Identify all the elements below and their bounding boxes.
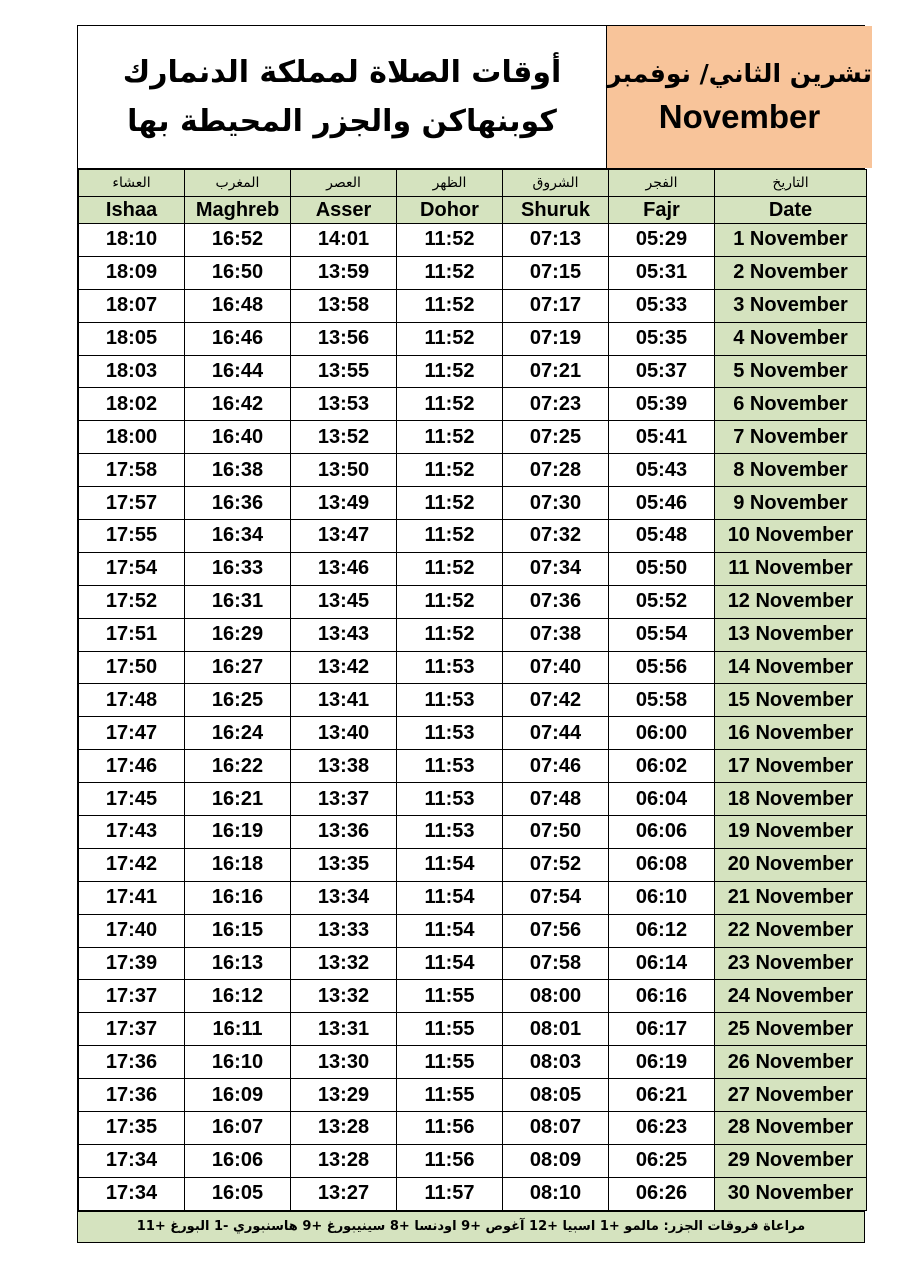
table-row: [79, 717, 867, 750]
time-cell: 13:43: [291, 618, 397, 651]
time-cell: 11:57: [397, 1177, 503, 1210]
table-row: [79, 355, 867, 388]
date-cell: 17 November: [715, 750, 867, 783]
time-cell: 11:52: [397, 256, 503, 289]
time-cell: 17:36: [79, 1079, 185, 1112]
time-cell: 13:35: [291, 848, 397, 881]
time-cell: 11:54: [397, 881, 503, 914]
time-cell: 05:33: [609, 289, 715, 322]
time-cell: 17:57: [79, 487, 185, 520]
month-arabic: تشرين الثاني/ نوفمبر: [607, 58, 872, 88]
time-cell: 17:52: [79, 585, 185, 618]
table-row: [79, 585, 867, 618]
time-cell: 17:43: [79, 816, 185, 849]
title-box: [78, 26, 607, 168]
date-cell: 4 November: [715, 322, 867, 355]
time-cell: 16:48: [185, 289, 291, 322]
time-cell: 06:25: [609, 1144, 715, 1177]
time-cell: 17:47: [79, 717, 185, 750]
time-cell: 07:25: [503, 421, 609, 454]
time-cell: 13:58: [291, 289, 397, 322]
column-header-english: Shuruk: [503, 197, 609, 224]
date-cell: 9 November: [715, 487, 867, 520]
time-cell: 17:42: [79, 848, 185, 881]
time-cell: 13:33: [291, 914, 397, 947]
table-row: [79, 1079, 867, 1112]
time-cell: 07:56: [503, 914, 609, 947]
time-cell: 16:40: [185, 421, 291, 454]
time-cell: 07:46: [503, 750, 609, 783]
time-cell: 17:46: [79, 750, 185, 783]
time-cell: 06:00: [609, 717, 715, 750]
time-cell: 17:34: [79, 1144, 185, 1177]
date-cell: 22 November: [715, 914, 867, 947]
time-cell: 11:53: [397, 651, 503, 684]
date-cell: 1 November: [715, 224, 867, 257]
table-row: [79, 881, 867, 914]
time-cell: 11:52: [397, 421, 503, 454]
time-cell: 07:21: [503, 355, 609, 388]
table-row: [79, 1013, 867, 1046]
time-cell: 16:10: [185, 1046, 291, 1079]
time-cell: 18:07: [79, 289, 185, 322]
time-cell: 17:41: [79, 881, 185, 914]
time-cell: 13:38: [291, 750, 397, 783]
time-cell: 17:40: [79, 914, 185, 947]
time-cell: 11:52: [397, 487, 503, 520]
time-cell: 13:28: [291, 1144, 397, 1177]
table-row: [79, 1046, 867, 1079]
time-cell: 16:33: [185, 552, 291, 585]
time-cell: 05:39: [609, 388, 715, 421]
time-cell: 07:40: [503, 651, 609, 684]
time-cell: 06:16: [609, 980, 715, 1013]
time-cell: 13:50: [291, 454, 397, 487]
time-cell: 14:01: [291, 224, 397, 257]
time-cell: 08:09: [503, 1144, 609, 1177]
date-cell: 28 November: [715, 1112, 867, 1145]
time-cell: 18:00: [79, 421, 185, 454]
column-header-arabic: المغرب: [185, 170, 291, 197]
time-cell: 11:52: [397, 585, 503, 618]
column-header-arabic: الشروق: [503, 170, 609, 197]
time-cell: 18:03: [79, 355, 185, 388]
table-row: [79, 651, 867, 684]
time-cell: 06:26: [609, 1177, 715, 1210]
time-cell: 05:58: [609, 684, 715, 717]
time-cell: 13:53: [291, 388, 397, 421]
time-cell: 17:39: [79, 947, 185, 980]
time-cell: 05:35: [609, 322, 715, 355]
date-cell: 27 November: [715, 1079, 867, 1112]
table-row: [79, 322, 867, 355]
table-row: [79, 914, 867, 947]
time-cell: 17:45: [79, 783, 185, 816]
time-cell: 16:25: [185, 684, 291, 717]
time-cell: 16:38: [185, 454, 291, 487]
time-cell: 13:52: [291, 421, 397, 454]
time-cell: 11:52: [397, 322, 503, 355]
time-cell: 16:31: [185, 585, 291, 618]
time-cell: 11:52: [397, 355, 503, 388]
time-cell: 16:29: [185, 618, 291, 651]
time-cell: 17:37: [79, 1013, 185, 1046]
table-row: [79, 552, 867, 585]
time-cell: 13:40: [291, 717, 397, 750]
time-cell: 16:44: [185, 355, 291, 388]
time-cell: 11:52: [397, 520, 503, 553]
time-cell: 11:53: [397, 750, 503, 783]
time-cell: 11:54: [397, 947, 503, 980]
time-cell: 11:53: [397, 816, 503, 849]
column-header-arabic: الظهر: [397, 170, 503, 197]
time-cell: 05:56: [609, 651, 715, 684]
time-cell: 08:07: [503, 1112, 609, 1145]
prayer-times-sheet: [77, 25, 872, 1243]
time-cell: 11:53: [397, 717, 503, 750]
table-row: [79, 454, 867, 487]
column-header-english: Dohor: [397, 197, 503, 224]
time-cell: 13:30: [291, 1046, 397, 1079]
time-cell: 06:14: [609, 947, 715, 980]
time-cell: 13:47: [291, 520, 397, 553]
time-cell: 17:51: [79, 618, 185, 651]
time-cell: 13:42: [291, 651, 397, 684]
time-cell: 17:55: [79, 520, 185, 553]
time-cell: 13:32: [291, 947, 397, 980]
time-cell: 08:10: [503, 1177, 609, 1210]
time-cell: 17:54: [79, 552, 185, 585]
table-row: [79, 1177, 867, 1210]
time-cell: 16:21: [185, 783, 291, 816]
table-row: [79, 520, 867, 553]
time-cell: 16:15: [185, 914, 291, 947]
time-cell: 16:06: [185, 1144, 291, 1177]
time-cell: 17:34: [79, 1177, 185, 1210]
time-cell: 07:19: [503, 322, 609, 355]
time-cell: 07:34: [503, 552, 609, 585]
time-cell: 13:36: [291, 816, 397, 849]
time-cell: 11:52: [397, 224, 503, 257]
time-cell: 17:37: [79, 980, 185, 1013]
time-cell: 06:23: [609, 1112, 715, 1145]
date-cell: 2 November: [715, 256, 867, 289]
time-cell: 07:52: [503, 848, 609, 881]
time-cell: 05:46: [609, 487, 715, 520]
table-row: [79, 980, 867, 1013]
time-cell: 07:44: [503, 717, 609, 750]
time-cell: 07:36: [503, 585, 609, 618]
time-cell: 05:52: [609, 585, 715, 618]
time-cell: 06:19: [609, 1046, 715, 1079]
table-row: [79, 224, 867, 257]
table-row: [79, 1144, 867, 1177]
time-cell: 06:12: [609, 914, 715, 947]
table-row: [79, 750, 867, 783]
page-title: أوقات الصلاة لمملكة الدنمارك: [122, 55, 562, 90]
time-cell: 17:48: [79, 684, 185, 717]
time-cell: 16:42: [185, 388, 291, 421]
column-header-english: Date: [715, 197, 867, 224]
time-cell: 05:29: [609, 224, 715, 257]
time-cell: 07:58: [503, 947, 609, 980]
time-cell: 11:52: [397, 552, 503, 585]
island-offsets-note: مراعاة فروقات الجزر: مالمو +1 اسبيا +12 آغوص +9 اودنسا +8 سينيبورغ +9 هاسنبوري -1 البورغ +11: [78, 1211, 864, 1242]
time-cell: 11:56: [397, 1112, 503, 1145]
table-row: [79, 816, 867, 849]
time-cell: 16:12: [185, 980, 291, 1013]
date-cell: 16 November: [715, 717, 867, 750]
column-header-arabic: العشاء: [79, 170, 185, 197]
time-cell: 17:35: [79, 1112, 185, 1145]
time-cell: 18:09: [79, 256, 185, 289]
date-cell: 23 November: [715, 947, 867, 980]
time-cell: 11:55: [397, 1046, 503, 1079]
time-cell: 11:54: [397, 914, 503, 947]
sheet-header: [78, 26, 872, 169]
date-cell: 10 November: [715, 520, 867, 553]
time-cell: 16:36: [185, 487, 291, 520]
date-cell: 20 November: [715, 848, 867, 881]
time-cell: 07:17: [503, 289, 609, 322]
time-cell: 07:15: [503, 256, 609, 289]
time-cell: 13:59: [291, 256, 397, 289]
date-cell: 29 November: [715, 1144, 867, 1177]
time-cell: 18:05: [79, 322, 185, 355]
time-cell: 13:41: [291, 684, 397, 717]
time-cell: 13:46: [291, 552, 397, 585]
date-cell: 30 November: [715, 1177, 867, 1210]
date-cell: 26 November: [715, 1046, 867, 1079]
time-cell: 05:50: [609, 552, 715, 585]
time-cell: 13:29: [291, 1079, 397, 1112]
time-cell: 16:22: [185, 750, 291, 783]
time-cell: 11:52: [397, 618, 503, 651]
time-cell: 06:06: [609, 816, 715, 849]
time-cell: 13:34: [291, 881, 397, 914]
column-header-arabic: التاريخ: [715, 170, 867, 197]
time-cell: 17:58: [79, 454, 185, 487]
time-cell: 16:46: [185, 322, 291, 355]
time-cell: 11:55: [397, 980, 503, 1013]
time-cell: 07:42: [503, 684, 609, 717]
time-cell: 11:55: [397, 1079, 503, 1112]
date-cell: 21 November: [715, 881, 867, 914]
table-row: [79, 947, 867, 980]
time-cell: 13:37: [291, 783, 397, 816]
time-cell: 11:54: [397, 848, 503, 881]
time-cell: 05:41: [609, 421, 715, 454]
time-cell: 16:09: [185, 1079, 291, 1112]
column-header-arabic: العصر: [291, 170, 397, 197]
header-row-english: [79, 197, 867, 224]
time-cell: 11:56: [397, 1144, 503, 1177]
month-box: [607, 26, 872, 168]
time-cell: 13:56: [291, 322, 397, 355]
date-cell: 25 November: [715, 1013, 867, 1046]
time-cell: 11:52: [397, 388, 503, 421]
time-cell: 13:27: [291, 1177, 397, 1210]
time-cell: 11:52: [397, 454, 503, 487]
time-cell: 13:28: [291, 1112, 397, 1145]
date-cell: 3 November: [715, 289, 867, 322]
time-cell: 11:55: [397, 1013, 503, 1046]
table-row: [79, 848, 867, 881]
date-cell: 19 November: [715, 816, 867, 849]
date-cell: 12 November: [715, 585, 867, 618]
time-cell: 05:37: [609, 355, 715, 388]
column-header-english: Maghreb: [185, 197, 291, 224]
column-header-arabic: الفجر: [609, 170, 715, 197]
time-cell: 05:48: [609, 520, 715, 553]
column-header-english: Ishaa: [79, 197, 185, 224]
time-cell: 05:43: [609, 454, 715, 487]
time-cell: 13:55: [291, 355, 397, 388]
time-cell: 08:01: [503, 1013, 609, 1046]
time-cell: 06:04: [609, 783, 715, 816]
time-cell: 07:13: [503, 224, 609, 257]
date-cell: 18 November: [715, 783, 867, 816]
date-cell: 7 November: [715, 421, 867, 454]
time-cell: 07:28: [503, 454, 609, 487]
date-cell: 5 November: [715, 355, 867, 388]
time-cell: 07:32: [503, 520, 609, 553]
time-cell: 07:48: [503, 783, 609, 816]
time-cell: 16:13: [185, 947, 291, 980]
time-cell: 07:23: [503, 388, 609, 421]
date-cell: 14 November: [715, 651, 867, 684]
time-cell: 06:10: [609, 881, 715, 914]
time-cell: 06:08: [609, 848, 715, 881]
time-cell: 07:38: [503, 618, 609, 651]
time-cell: 07:50: [503, 816, 609, 849]
time-cell: 16:18: [185, 848, 291, 881]
time-cell: 08:05: [503, 1079, 609, 1112]
date-cell: 11 November: [715, 552, 867, 585]
time-cell: 08:00: [503, 980, 609, 1013]
prayer-times-table: [78, 169, 867, 1211]
time-cell: 07:54: [503, 881, 609, 914]
time-cell: 06:17: [609, 1013, 715, 1046]
table-row: [79, 684, 867, 717]
date-cell: 24 November: [715, 980, 867, 1013]
header-row-arabic: [79, 170, 867, 197]
time-cell: 18:02: [79, 388, 185, 421]
time-cell: 07:30: [503, 487, 609, 520]
time-cell: 16:11: [185, 1013, 291, 1046]
time-cell: 06:21: [609, 1079, 715, 1112]
time-cell: 16:16: [185, 881, 291, 914]
table-row: [79, 421, 867, 454]
table-row: [79, 256, 867, 289]
time-cell: 11:52: [397, 289, 503, 322]
time-cell: 16:19: [185, 816, 291, 849]
time-cell: 17:36: [79, 1046, 185, 1079]
date-cell: 6 November: [715, 388, 867, 421]
time-cell: 13:31: [291, 1013, 397, 1046]
time-cell: 08:03: [503, 1046, 609, 1079]
column-header-english: Fajr: [609, 197, 715, 224]
date-cell: 8 November: [715, 454, 867, 487]
date-cell: 13 November: [715, 618, 867, 651]
time-cell: 16:05: [185, 1177, 291, 1210]
table-row: [79, 618, 867, 651]
date-cell: 15 November: [715, 684, 867, 717]
table-row: [79, 388, 867, 421]
time-cell: 06:02: [609, 750, 715, 783]
time-cell: 13:45: [291, 585, 397, 618]
time-cell: 13:49: [291, 487, 397, 520]
time-cell: 18:10: [79, 224, 185, 257]
time-cell: 11:53: [397, 783, 503, 816]
time-cell: 13:32: [291, 980, 397, 1013]
table-row: [79, 487, 867, 520]
table-row: [79, 289, 867, 322]
time-cell: 16:27: [185, 651, 291, 684]
time-cell: 05:31: [609, 256, 715, 289]
month-english: November: [658, 97, 821, 135]
page-subtitle: كوبنهاكن والجزر المحيطة بها: [127, 104, 557, 139]
time-cell: 16:52: [185, 224, 291, 257]
time-cell: 16:24: [185, 717, 291, 750]
time-cell: 16:34: [185, 520, 291, 553]
time-cell: 17:50: [79, 651, 185, 684]
table-row: [79, 1112, 867, 1145]
table-body: [79, 224, 867, 1211]
time-cell: 11:53: [397, 684, 503, 717]
time-cell: 16:50: [185, 256, 291, 289]
table-row: [79, 783, 867, 816]
column-header-english: Asser: [291, 197, 397, 224]
time-cell: 16:07: [185, 1112, 291, 1145]
time-cell: 05:54: [609, 618, 715, 651]
